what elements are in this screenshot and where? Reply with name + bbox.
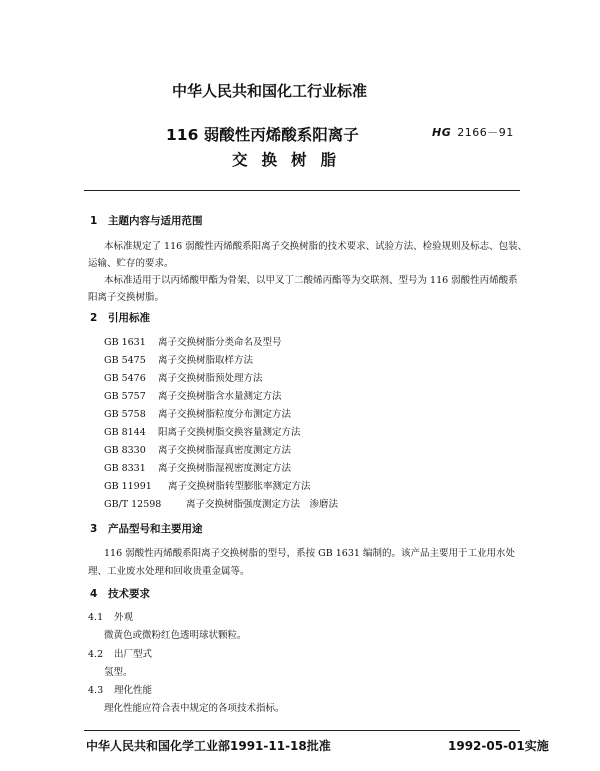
document-title-line-2: 交换树脂 <box>232 151 351 169</box>
approval-line: 中华人民共和国化学工业部1991-11-18批准 <box>86 739 331 753</box>
subsection-4-1-text: 微黄色或微粉红色透明球状颗粒。 <box>104 630 247 641</box>
subsection-4-1-heading <box>88 609 133 623</box>
section-1-p1-line2: 运输、贮存的要求。 <box>88 258 174 269</box>
subsection-4-1-number: 4.1 <box>88 612 104 623</box>
reference-title: 离子交换树脂湿视密度测定方法 <box>158 463 292 474</box>
reference-code: GB 8331 <box>104 463 146 474</box>
section-1-number: 1 <box>90 215 98 227</box>
reference-item <box>104 460 291 474</box>
reference-code: GB 11991 <box>104 481 152 492</box>
reference-code: GB 5758 <box>104 409 146 420</box>
reference-code: GB 8330 <box>104 445 146 456</box>
header-divider <box>84 190 520 191</box>
standard-code <box>432 124 514 140</box>
subsection-4-2-text: 氢型。 <box>104 667 133 678</box>
reference-title: 阳离子交换树脂交换容量测定方法 <box>158 427 301 438</box>
reference-item <box>104 388 282 402</box>
reference-title: 离子交换树脂湿真密度测定方法 <box>158 445 292 456</box>
subsection-4-2-title: 出厂型式 <box>114 649 153 660</box>
reference-code: GB 5757 <box>104 391 146 402</box>
subsection-4-1-title: 外观 <box>114 612 134 623</box>
reference-item <box>104 370 263 384</box>
subsection-4-2-number: 4.2 <box>88 649 104 660</box>
reference-title: 离子交换树脂取样方法 <box>158 355 254 366</box>
reference-item <box>104 352 253 366</box>
section-1-p1-line1: 本标准规定了 116 弱酸性丙烯酸系阳离子交换树脂的技术要求、试验方法、检验规则及标志、包装、 <box>104 241 528 252</box>
reference-code: GB/T 12598 <box>104 499 162 510</box>
reference-item <box>104 478 311 492</box>
section-3-line1: 116 弱酸性丙烯酸系阳离子交换树脂的型号，系按 GB 1631 编制的。该产品主要用于工业用水处 <box>104 548 515 559</box>
section-1-p2-line2: 阳离子交换树脂。 <box>88 292 165 303</box>
section-2-number: 2 <box>90 312 98 324</box>
implementation-date: 1992-05-01实施 <box>448 739 549 753</box>
reference-item <box>104 496 338 510</box>
section-1-heading <box>90 213 203 228</box>
reference-title: 离子交换树脂强度测定方法 渗磨法 <box>186 499 339 510</box>
section-3-line2: 理、工业废水处理和回收贵重金属等。 <box>88 566 250 577</box>
section-2-title: 引用标准 <box>108 312 150 324</box>
reference-code: GB 1631 <box>104 337 146 348</box>
subsection-4-3-number: 4.3 <box>88 685 104 696</box>
section-2-heading <box>90 310 150 325</box>
reference-title: 离子交换树脂转型膨胀率测定方法 <box>168 481 311 492</box>
document-title-line-1: 116 弱酸性丙烯酸系阳离子 <box>166 126 359 144</box>
section-3-title: 产品型号和主要用途 <box>108 523 203 535</box>
reference-item <box>104 442 291 456</box>
reference-code: GB 8144 <box>104 427 146 438</box>
section-4-heading <box>90 586 150 601</box>
standard-code-prefix: HG <box>432 126 452 139</box>
reference-code: GB 5475 <box>104 355 146 366</box>
reference-title: 离子交换树脂含水量测定方法 <box>158 391 282 402</box>
reference-title: 离子交换树脂预处理方法 <box>158 373 263 384</box>
subsection-4-3-title: 理化性能 <box>114 685 153 696</box>
reference-item <box>104 424 301 438</box>
reference-code: GB 5476 <box>104 373 146 384</box>
footer-divider <box>84 730 520 731</box>
subsection-4-3-heading <box>88 682 152 696</box>
section-1-p2-line1: 本标准适用于以丙烯酸甲酯为骨架、以甲叉丁二酸烯丙酯等为交联剂、型号为 116 弱酸性丙烯酸系 <box>104 275 518 286</box>
standard-code-number: 2166－91 <box>457 126 514 139</box>
reference-item <box>104 334 282 348</box>
issuing-body: 中华人民共和国化工行业标准 <box>172 82 368 100</box>
section-3-number: 3 <box>90 523 98 535</box>
subsection-4-2-heading <box>88 646 152 660</box>
reference-title: 离子交换树脂粒度分布测定方法 <box>158 409 292 420</box>
section-4-number: 4 <box>90 588 98 600</box>
reference-item <box>104 406 291 420</box>
section-3-heading <box>90 521 203 536</box>
reference-title: 离子交换树脂分类命名及型号 <box>158 337 282 348</box>
subsection-4-3-text: 理化性能应符合表中规定的各项技术指标。 <box>104 703 285 714</box>
section-1-title: 主题内容与适用范围 <box>108 215 203 227</box>
section-4-title: 技术要求 <box>108 588 150 600</box>
